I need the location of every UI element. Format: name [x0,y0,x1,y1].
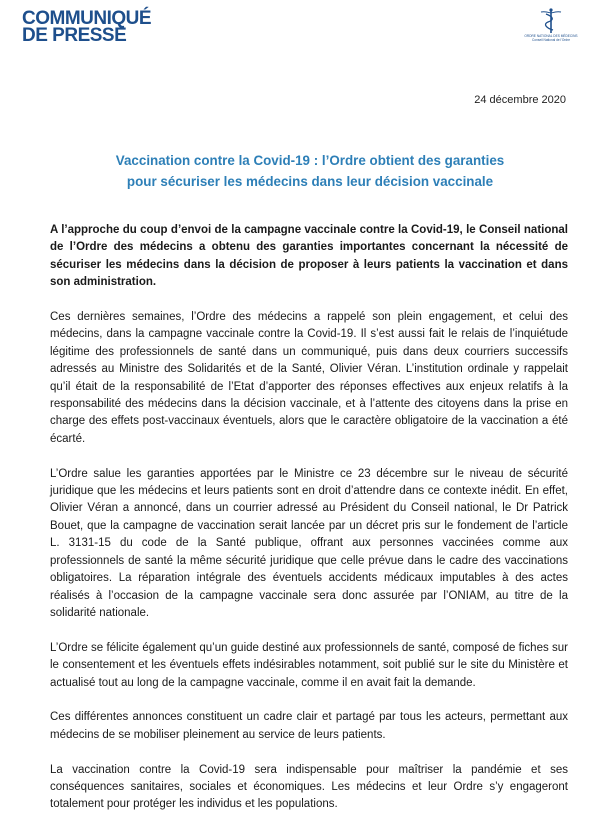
logo-text-line2: Conseil National de l'Ordre [532,38,570,42]
title-line1: Vaccination contre la Covid-19 : l’Ordre obtient des garanties [115,153,505,168]
lead-paragraph: A l’approche du coup d’envoi de la campagne vaccinale contre la Covid-19, le Conseil national de l’Ordre des médecins a obtenu des garanties importantes concernant la nécessité de sécuriser les médecins dans la décision de proposer à leurs patients la vaccination et dans son administration. [50,224,568,289]
title-line2: pour sécuriser les médecins dans leur décision vaccinale [126,174,494,189]
caduceus-icon [538,8,564,34]
header-title-line1: COMMUNIQUÉ [22,8,152,29]
ordre-logo [516,8,586,48]
body-paragraph: Ces différentes annonces constituent un cadre clair et partagé par tous les acteurs, permettant aux médecins de se mobiliser pleinement au service de leurs patients. [50,711,568,741]
press-release-title [50,150,570,192]
header-title-line2: DE PRESSE [22,25,127,46]
body-paragraph: La vaccination contre la Covid-19 sera indispensable pour maîtriser la pandémie et ses conséquences sanitaires, sociales et économiques. Les médecins et leur Ordre s’y engageront totalement pour protéger les individus et les populations. [50,763,568,811]
header-title [22,10,151,44]
body-paragraph: Ces dernières semaines, l’Ordre des médecins a rappelé son plein engagement, et celui des médecins, dans la campagne vaccinale contre la Covid-19. Il s’est aussi fait le relais de l’inquiétude légitime des professionnels de santé dans un communiqué, puis dans deux courriers successifs adressés au Ministre des Solidarités et de la Santé, Olivier Véran. L’institution ordinale y rappelait qu’il était de la responsabilité de l’Etat d’apporter des réponses effectives aux enjeux relatifs à la responsabilité des médecins dans la décision vaccinale, et à l’attente des citoyens dans la prise en charge des effets post-vaccinaux éventuels, alors que le caractère obligatoire de la vaccination a été écarté. [50,311,568,445]
logo-text [516,34,586,42]
logo-text-line1: ORDRE NATIONAL DES MÉDECINS [524,34,578,38]
release-date: 24 décembre 2020 [474,94,566,106]
press-release-body [50,222,568,831]
body-paragraph: L’Ordre salue les garanties apportées par le Ministre ce 23 décembre sur le niveau de sécurité juridique que les médecins et leurs patients sont en droit d’attendre dans ce contexte inédit. En effet, Olivier Véran a annoncé, dans un courrier adressé au Président du Conseil national, le Dr Patrick Bouet, que la campagne de vaccination serait lancée par un décret pris sur le fondement de l’article L. 3131-15 du code de la Santé publique, offrant aux personnes vaccinées comme aux professionnels de santé la même sécurité juridique que celle prévue dans le cadre des vaccinations obligatoires. La réparation intégrale des éventuels accidents médicaux imputables à des actes réalisés à l’occasion de la campagne vaccinale sera donc assurée par l’ONIAM, au titre de la solidarité nationale. [50,467,568,619]
body-paragraph: L’Ordre se félicite également qu’un guide destiné aux professionnels de santé, composé de fiches sur le consentement et les éventuels effets indésirables notamment, soit publié sur le site du Ministère et actualisé tout au long de la campagne vaccinale, comme il en avait fait la demande. [50,641,568,689]
